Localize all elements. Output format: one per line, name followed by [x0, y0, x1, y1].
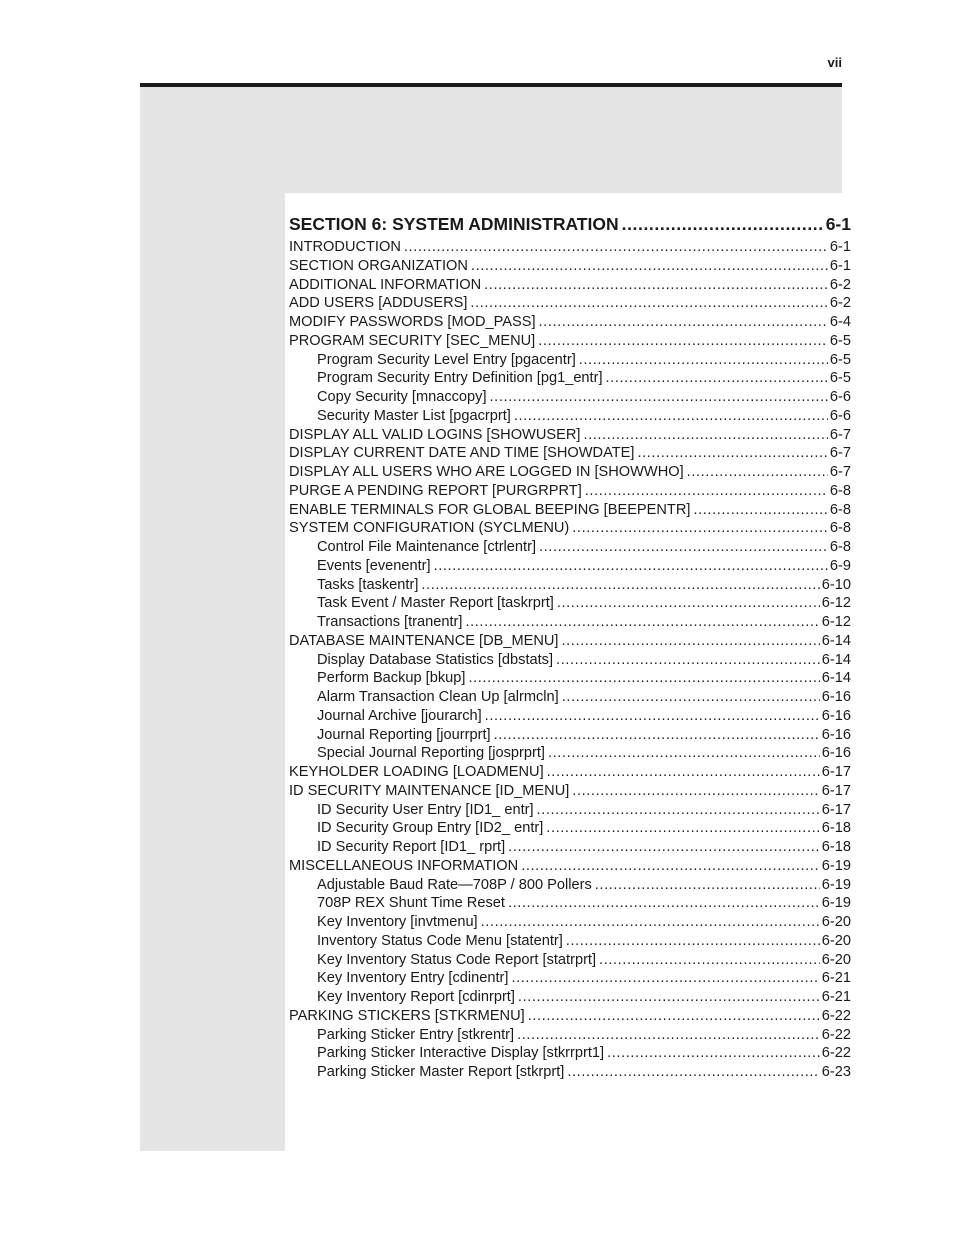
table-of-contents [289, 211, 851, 1082]
dot-leader [583, 426, 827, 445]
entry-page-number: 6-1 [829, 239, 851, 255]
dot-leader [607, 1044, 820, 1063]
entry-page-number: 6-17 [821, 782, 851, 799]
dot-leader [539, 538, 828, 557]
toc-subentry[interactable] [289, 1026, 851, 1045]
dot-leader [508, 838, 820, 857]
entry-title: ENABLE TERMINALS FOR GLOBAL BEEPING [BEEPENTR] [289, 501, 691, 518]
entry-page-number: 6-7 [829, 464, 851, 480]
entry-page-number: 6-8 [829, 501, 851, 518]
dot-leader [490, 388, 828, 407]
dot-leader [572, 519, 828, 538]
entry-page-number: 6-23 [821, 1064, 851, 1080]
toc-entry[interactable] [289, 257, 851, 276]
entry-title: 708P REX Shunt Time Reset [317, 895, 505, 912]
entry-page-number: 6-22 [821, 1007, 851, 1024]
toc-subentry[interactable] [289, 913, 851, 932]
entry-page-number: 6-19 [821, 857, 851, 874]
entry-title: Key Inventory [invtmenu] [317, 914, 478, 930]
entry-page-number: 6-17 [821, 801, 851, 818]
toc-entry[interactable] [289, 763, 851, 782]
dot-leader [546, 819, 819, 838]
entry-title: Journal Archive [jourarch] [317, 707, 482, 724]
dot-leader [548, 744, 820, 763]
entry-title: SYSTEM CONFIGURATION (SYCLMENU) [289, 520, 570, 537]
entry-page-number: 6-8 [829, 520, 851, 537]
dot-leader [471, 257, 828, 276]
entry-title: Key Inventory Entry [cdinentr] [317, 970, 509, 987]
entry-title: Perform Backup [bkup] [317, 670, 466, 687]
entry-title: DISPLAY ALL VALID LOGINS [SHOWUSER] [289, 426, 581, 443]
toc-subentry[interactable] [289, 932, 851, 951]
entry-title: Transactions [tranentr] [317, 614, 463, 630]
toc-entry[interactable] [289, 294, 851, 313]
entry-page-number: 6-16 [821, 707, 851, 724]
entry-page-number: 6-14 [821, 670, 851, 687]
toc-subentry[interactable] [289, 651, 851, 670]
toc-entries [289, 238, 851, 1082]
toc-subentry[interactable] [289, 876, 851, 895]
entry-title: PARKING STICKERS [STKRMENU] [289, 1007, 525, 1024]
dot-leader [481, 913, 820, 932]
entry-title: INTRODUCTION [289, 239, 401, 255]
entry-title: ID Security Group Entry [ID2_ entr] [317, 820, 544, 837]
dot-leader [537, 801, 820, 820]
entry-page-number: 6-12 [821, 614, 851, 630]
dot-leader [470, 294, 828, 313]
entry-page-number: 6-16 [821, 726, 851, 743]
entry-title: Adjustable Baud Rate—708P / 800 Pollers [317, 876, 592, 893]
toc-entry[interactable] [289, 482, 851, 501]
entry-title: Program Security Entry Definition [pg1_entr] [317, 370, 603, 387]
entry-title: DISPLAY ALL USERS WHO ARE LOGGED IN [SHOWWHO] [289, 464, 684, 480]
toc-subentry[interactable] [289, 538, 851, 557]
entry-page-number: 6-20 [821, 932, 851, 949]
toc-subentry[interactable] [289, 1063, 851, 1082]
gray-header-band [140, 87, 842, 193]
toc-subentry[interactable] [289, 1044, 851, 1063]
entry-title: KEYHOLDER LOADING [LOADMENU] [289, 764, 544, 780]
entry-page-number: 6-20 [821, 914, 851, 930]
entry-title: Copy Security [mnaccopy] [317, 389, 487, 405]
dot-leader [585, 482, 828, 501]
dot-leader [511, 969, 819, 988]
entry-title: SECTION ORGANIZATION [289, 257, 468, 274]
dot-leader [566, 932, 820, 951]
entry-title: Inventory Status Code Menu [statentr] [317, 932, 563, 949]
dot-leader [606, 369, 828, 388]
entry-title: ID Security User Entry [ID1_ entr] [317, 801, 534, 818]
entry-title: ADD USERS [ADDUSERS] [289, 295, 468, 312]
entry-page-number: 6-19 [821, 876, 851, 893]
entry-title: Task Event / Master Report [taskrprt] [317, 595, 554, 612]
dot-leader [547, 763, 820, 782]
toc-subentry[interactable] [289, 726, 851, 745]
dot-leader [484, 276, 828, 295]
toc-subentry[interactable] [289, 369, 851, 388]
toc-subentry[interactable] [289, 688, 851, 707]
section-page: 6-1 [825, 214, 851, 234]
dot-leader [494, 726, 820, 745]
entry-page-number: 6-21 [821, 970, 851, 987]
dot-leader [572, 782, 819, 801]
dot-leader [567, 1063, 819, 1082]
dot-leader [465, 613, 819, 632]
toc-subentry[interactable] [289, 388, 851, 407]
entry-title: Special Journal Reporting [josprprt] [317, 745, 545, 762]
entry-page-number: 6-1 [829, 257, 851, 274]
entry-title: PROGRAM SECURITY [SEC_MENU] [289, 332, 536, 349]
entry-title: Control File Maintenance [ctrlentr] [317, 539, 536, 555]
entry-title: Key Inventory Report [cdinrprt] [317, 989, 515, 1005]
dot-leader [517, 1026, 820, 1045]
toc-entry[interactable] [289, 426, 851, 445]
toc-subentry[interactable] [289, 969, 851, 988]
dot-leader [508, 894, 820, 913]
entry-page-number: 6-4 [829, 314, 851, 330]
toc-entry[interactable] [289, 1007, 851, 1026]
dot-leader [404, 238, 828, 257]
entry-title: Security Master List [pgacrprt] [317, 407, 511, 424]
entry-title: Key Inventory Status Code Report [statrprt] [317, 951, 597, 968]
entry-title: Display Database Statistics [dbstats] [317, 651, 554, 668]
entry-title: ID Security Report [ID1_ rprt] [317, 839, 506, 855]
entry-title: Program Security Level Entry [pgacentr] [317, 351, 576, 368]
toc-subentry[interactable] [289, 988, 851, 1007]
toc-subentry[interactable] [289, 744, 851, 763]
entry-page-number: 6-16 [821, 745, 851, 762]
dot-leader [557, 594, 820, 613]
toc-subentry[interactable] [289, 669, 851, 688]
entry-title: Journal Reporting [jourrprt] [317, 726, 491, 743]
dot-leader [468, 669, 819, 688]
toc-entry[interactable] [289, 444, 851, 463]
entry-page-number: 6-18 [821, 839, 851, 855]
toc-subentry[interactable] [289, 594, 851, 613]
page-number: vii [827, 55, 842, 70]
dot-leader [485, 707, 820, 726]
entry-page-number: 6-10 [821, 576, 851, 593]
dot-leader [556, 651, 820, 670]
toc-entry[interactable] [289, 276, 851, 295]
entry-page-number: 6-9 [829, 557, 851, 574]
entry-title: MISCELLANEOUS INFORMATION [289, 857, 519, 874]
entry-title: Parking Sticker Master Report [stkrprt] [317, 1064, 565, 1080]
toc-entry[interactable] [289, 501, 851, 520]
toc-entry[interactable] [289, 519, 851, 538]
dot-leader [599, 951, 820, 970]
entry-page-number: 6-17 [821, 764, 851, 780]
dot-leader [514, 407, 828, 426]
entry-page-number: 6-8 [829, 539, 851, 555]
dot-leader [528, 1007, 820, 1026]
toc-subentry[interactable] [289, 951, 851, 970]
entry-title: ID SECURITY MAINTENANCE [ID_MENU] [289, 782, 570, 799]
toc-subentry[interactable] [289, 894, 851, 913]
entry-page-number: 6-5 [829, 332, 851, 349]
entry-title: ADDITIONAL INFORMATION [289, 276, 482, 293]
entry-page-number: 6-22 [821, 1026, 851, 1043]
toc-entry[interactable] [289, 313, 851, 332]
toc-subentry[interactable] [289, 801, 851, 820]
dot-leader [579, 351, 828, 370]
entry-title: Events [evenentr] [317, 557, 431, 574]
toc-entry[interactable] [289, 782, 851, 801]
dot-leader [518, 988, 820, 1007]
entry-page-number: 6-14 [821, 651, 851, 668]
section-heading[interactable] [289, 211, 851, 238]
entry-title: Parking Sticker Entry [stkrentr] [317, 1026, 515, 1043]
toc-subentry[interactable] [289, 576, 851, 595]
dot-leader [687, 463, 828, 482]
toc-entry[interactable] [289, 463, 851, 482]
entry-page-number: 6-16 [821, 689, 851, 705]
toc-entry[interactable] [289, 857, 851, 876]
dot-leader [562, 688, 820, 707]
dot-leader [637, 444, 827, 463]
entry-page-number: 6-7 [829, 426, 851, 443]
dot-leader [539, 313, 828, 332]
dot-leader [538, 332, 828, 351]
entry-page-number: 6-2 [829, 276, 851, 293]
entry-page-number: 6-6 [829, 389, 851, 405]
dot-leader [521, 857, 820, 876]
entry-title: Parking Sticker Interactive Display [stkrrprt1] [317, 1045, 605, 1062]
toc-subentry[interactable] [289, 613, 851, 632]
entry-page-number: 6-19 [821, 895, 851, 912]
entry-title: DISPLAY CURRENT DATE AND TIME [SHOWDATE] [289, 445, 635, 462]
entry-title: MODIFY PASSWORDS [MOD_PASS] [289, 314, 536, 330]
toc-subentry[interactable] [289, 557, 851, 576]
entry-title: Alarm Transaction Clean Up [alrmcln] [317, 689, 559, 705]
toc-entry[interactable] [289, 238, 851, 257]
entry-title: PURGE A PENDING REPORT [PURGRPRT] [289, 482, 582, 499]
entry-page-number: 6-8 [829, 482, 851, 499]
entry-page-number: 6-7 [829, 445, 851, 462]
toc-subentry[interactable] [289, 407, 851, 426]
dot-leader [421, 576, 819, 595]
toc-subentry[interactable] [289, 819, 851, 838]
gray-margin-band [140, 193, 285, 1151]
entry-page-number: 6-18 [821, 820, 851, 837]
dot-leader [434, 557, 828, 576]
entry-page-number: 6-22 [821, 1045, 851, 1062]
toc-subentry[interactable] [289, 707, 851, 726]
dot-leader [622, 211, 824, 238]
entry-page-number: 6-5 [829, 351, 851, 368]
toc-subentry[interactable] [289, 838, 851, 857]
entry-page-number: 6-5 [829, 370, 851, 387]
entry-page-number: 6-20 [821, 951, 851, 968]
entry-page-number: 6-21 [821, 989, 851, 1005]
entry-title: Tasks [taskentr] [317, 576, 419, 593]
toc-entry[interactable] [289, 332, 851, 351]
entry-page-number: 6-2 [829, 295, 851, 312]
section-title: SECTION 6: SYSTEM ADMINISTRATION [289, 214, 619, 234]
toc-subentry[interactable] [289, 351, 851, 370]
dot-leader [595, 876, 820, 895]
entry-page-number: 6-12 [821, 595, 851, 612]
dot-leader [693, 501, 827, 520]
toc-entry[interactable] [289, 632, 851, 651]
entry-page-number: 6-6 [829, 407, 851, 424]
dot-leader [562, 632, 820, 651]
entry-title: DATABASE MAINTENANCE [DB_MENU] [289, 632, 559, 649]
entry-page-number: 6-14 [821, 632, 851, 649]
